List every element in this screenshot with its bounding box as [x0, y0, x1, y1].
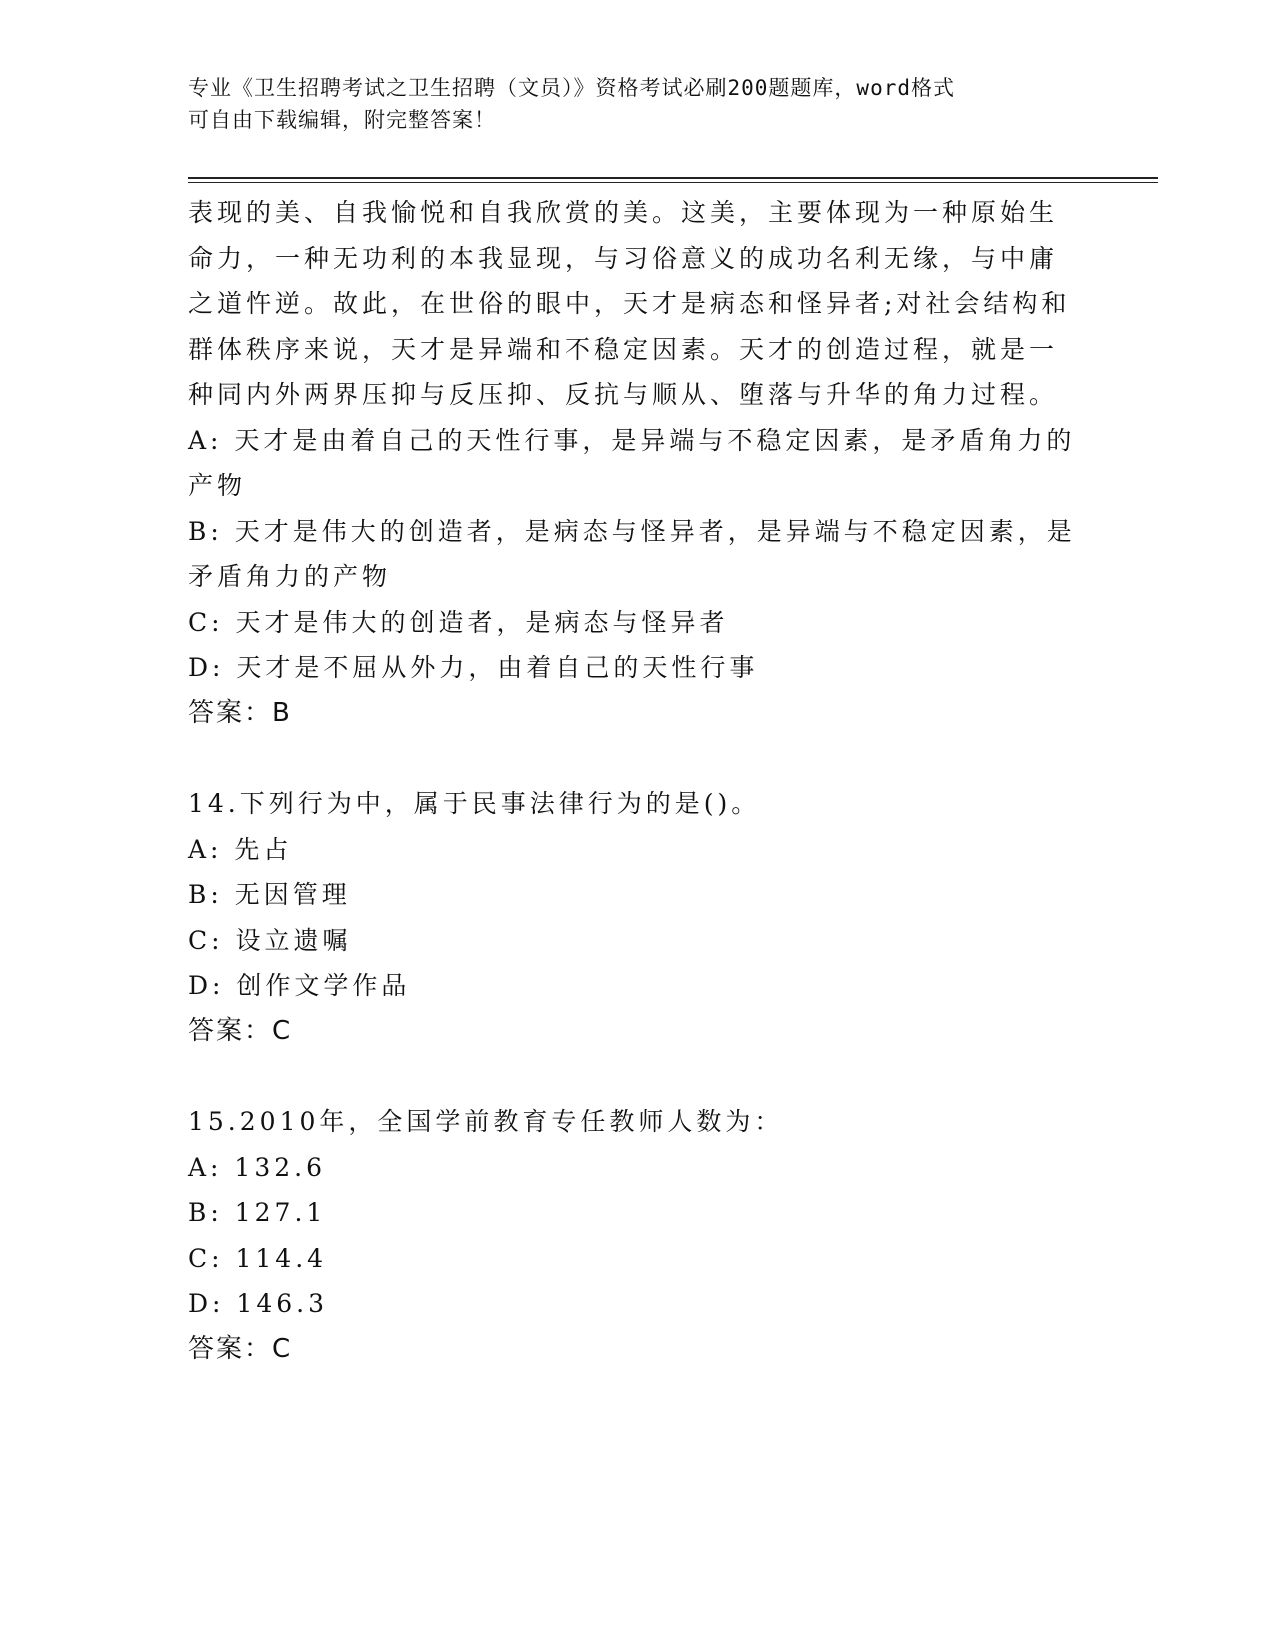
header-title-line-1: 专业《卫生招聘考试之卫生招聘（文员）》资格考试必刷200题题库，word格式 [188, 76, 955, 100]
header-title-line-2: 可自由下载编辑，附完整答案！ [188, 108, 496, 132]
header-rule-thick [188, 177, 1158, 179]
spacer [188, 1054, 1088, 1099]
question-14 [188, 781, 1088, 1054]
question-15 [188, 1099, 1088, 1372]
header-rule-thin [188, 182, 1158, 183]
option-a: A: 132.6 [188, 1152, 326, 1182]
spacer [188, 736, 1088, 781]
page-header [188, 72, 1068, 136]
option-b: B: 天才是伟大的创造者，是病态与怪异者，是异端与不稳定因素，是 [188, 516, 1076, 546]
answer: 答案：B [188, 697, 292, 728]
answer: 答案：C [188, 1333, 293, 1364]
answer: 答案：C [188, 1015, 293, 1046]
passage-line: 命力，一种无功利的本我显现，与习俗意义的成功名利无缘，与中庸 [188, 243, 1059, 273]
option-d: D: 天才是不屈从外力，由着自己的天性行事 [188, 653, 759, 682]
option-c: C: 天才是伟大的创造者，是病态与怪异者 [188, 607, 729, 637]
option-c: C: 114.4 [188, 1243, 328, 1273]
question-13 [188, 190, 1088, 736]
option-a: A: 天才是由着自己的天性行事，是异端与不稳定因素，是矛盾角力的 [188, 425, 1076, 455]
option-d: D: 146.3 [188, 1289, 328, 1318]
passage-line: 表现的美、自我愉悦和自我欣赏的美。这美，主要体现为一种原始生 [188, 198, 1059, 227]
option-d: D: 创作文学作品 [188, 971, 411, 1000]
option-a-continued: 产物 [188, 471, 247, 500]
question-text: 14.下列行为中，属于民事法律行为的是()。 [188, 789, 761, 818]
passage-line: 之道忤逆。故此，在世俗的眼中，天才是病态和怪异者;对社会结构和 [188, 289, 1071, 318]
option-b: B: 127.1 [188, 1198, 327, 1227]
option-c: C: 设立遗嘱 [188, 925, 352, 955]
option-a: A: 先占 [188, 834, 293, 864]
question-text: 15.2010年，全国学前教育专任教师人数为： [188, 1107, 784, 1136]
document-body [188, 190, 1088, 1372]
passage-line: 种同内外两界压抑与反压抑、反抗与顺从、堕落与升华的角力过程。 [188, 380, 1059, 409]
option-b: B: 无因管理 [188, 880, 351, 909]
passage-line: 群体秩序来说，天才是异端和不稳定因素。天才的创造过程，就是一 [188, 334, 1059, 364]
option-b-continued: 矛盾角力的产物 [188, 562, 392, 591]
